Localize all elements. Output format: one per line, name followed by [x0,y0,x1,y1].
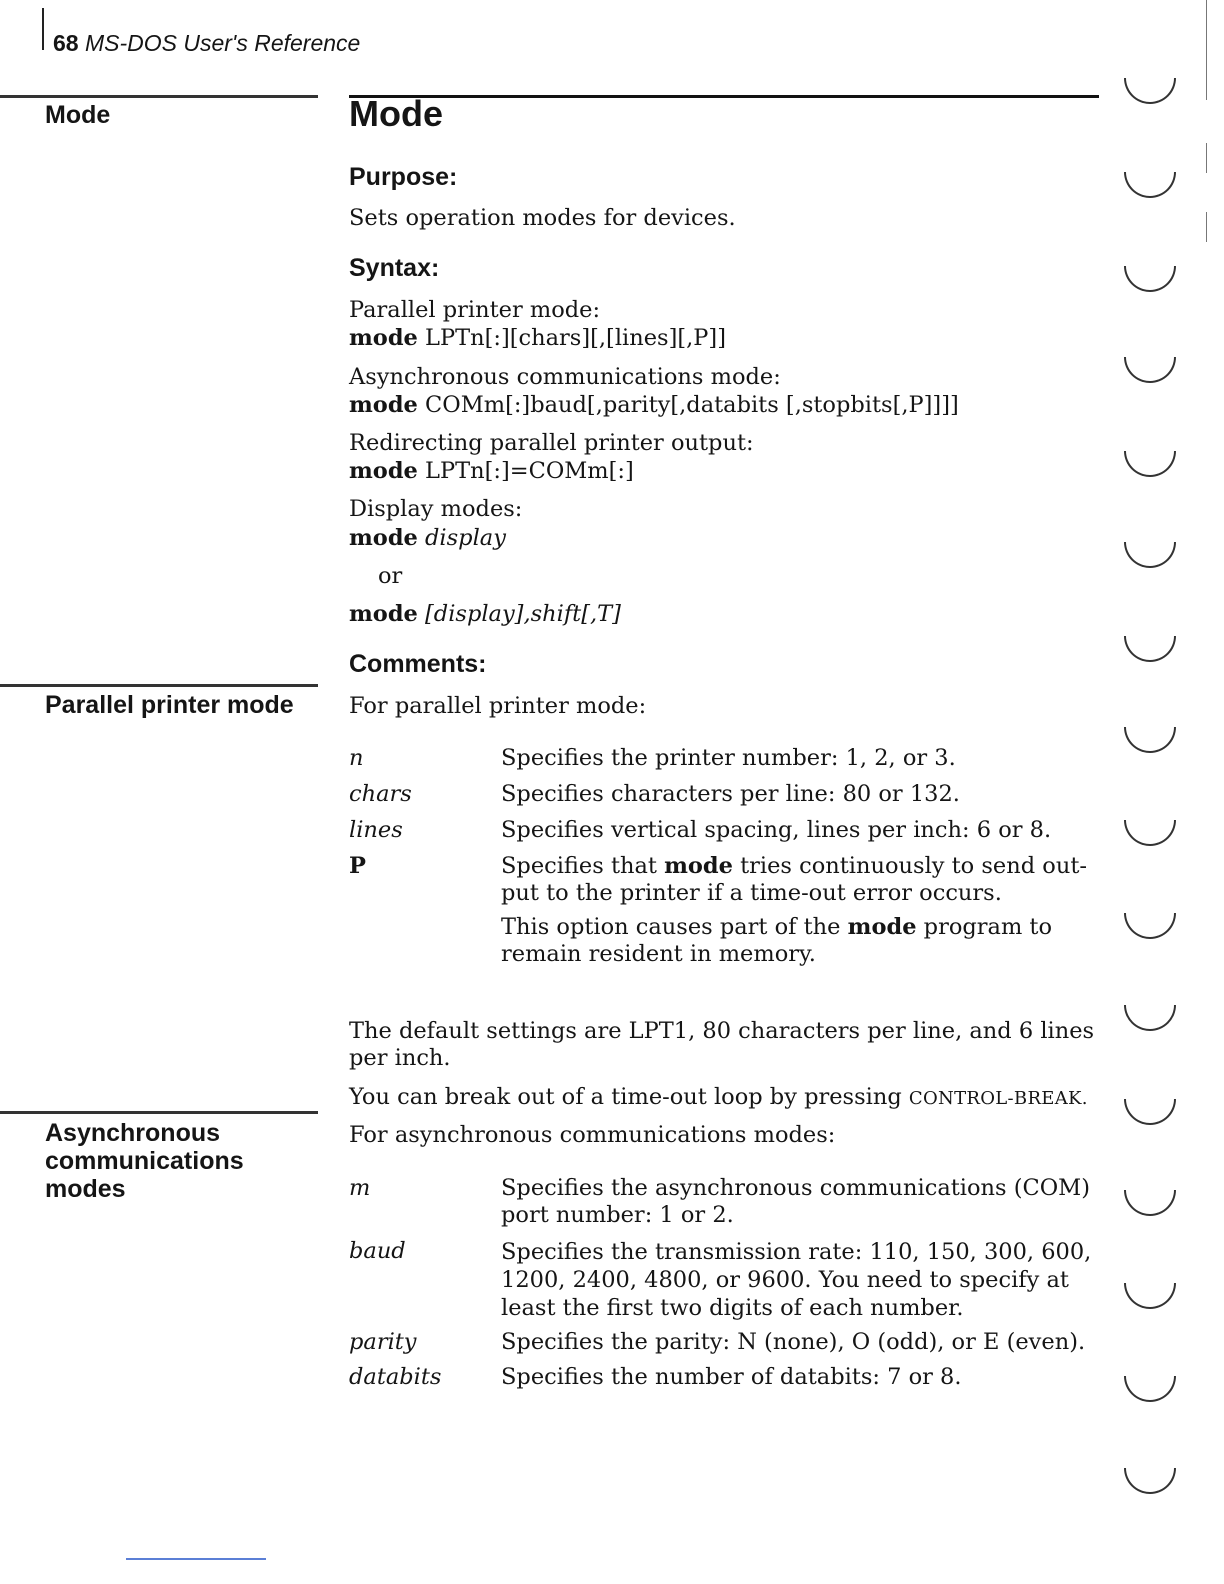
side-label-async-line: communications [45,1147,244,1175]
side-label-async [45,1119,244,1203]
command-args: LPTn[:][chars][,[lines][,P]] [425,325,726,351]
side-rule-async [0,1111,318,1114]
side-label-async-line: Asynchronous [45,1119,221,1147]
book-title: MS-DOS User's Reference [84,30,361,56]
page-edge-line [1206,143,1207,173]
binder-hole-icon [1124,78,1176,104]
syntax-display-command [349,525,506,552]
param-term: parity [349,1329,417,1355]
binder-hole-icon [1124,1468,1176,1494]
param-term: databits [349,1364,442,1390]
param-description-line: port number: 1 or 2. [501,1202,734,1228]
break-text-body: You can break out of a time-out loop by pressing [349,1084,902,1110]
syntax-redirect-label: Redirecting parallel printer output: [349,430,754,456]
param-term: chars [349,781,412,807]
binder-hole-icon [1124,636,1176,662]
async-intro: For asynchronous communications modes: [349,1122,836,1148]
param-description-line: Specifies the transmission rate: 110, 150, 300, 600, [501,1239,1092,1265]
syntax-display-command-2 [349,601,621,628]
param-term: P [349,853,366,879]
syntax-parallel-label: Parallel printer mode: [349,297,601,323]
param-description-line: This option causes part of the mode program to [501,914,1053,940]
param-term: n [349,745,364,771]
syntax-async-label: Asynchronous communications mode: [349,364,781,390]
binder-hole-icon [1124,172,1176,198]
param-description-line: put to the printer if a time-out error occurs. [501,880,1002,906]
param-description-line: Specifies that mode tries continuously to send out- [501,853,1087,879]
inline-command-keyword: mode [664,853,733,879]
binder-hole-icon [1124,1283,1176,1309]
binder-hole-icon [1124,1099,1176,1125]
side-rule-mode [0,95,318,98]
syntax-heading: Syntax: [349,254,440,282]
command-keyword: mode [349,525,418,551]
command-keyword: mode [349,325,418,351]
param-description [501,1175,1101,1229]
param-description [501,853,1101,907]
title-rule [349,95,1099,98]
binder-hole-icon [1124,1005,1176,1031]
footer-mark [126,1558,266,1560]
param-description-line: least the first two digits of each number. [501,1295,964,1321]
param-description [501,1329,1101,1356]
side-label-mode: Mode [45,101,111,129]
page-header [42,8,361,56]
defaults-line: per inch. [349,1045,451,1071]
comments-heading: Comments: [349,650,487,678]
binder-hole-icon [1124,357,1176,383]
command-keyword: mode [349,458,418,484]
param-description [501,1238,1101,1322]
param-term: m [349,1175,371,1201]
break-key: CONTROL-BREAK. [908,1088,1088,1109]
side-rule-parallel [0,684,318,687]
command-args: display [425,525,506,551]
binder-hole-icon [1124,727,1176,753]
command-args: [display],shift[,T] [425,601,621,627]
break-text [349,1084,1088,1112]
page-edge-line [1206,212,1207,242]
command-args: COMm[:]baud[,parity[,databits [,stopbits[,P]]]] [425,392,959,418]
param-description [501,781,1101,808]
param-description-line: Specifies characters per line: 80 or 132. [501,781,960,807]
param-description [501,1364,1101,1391]
param-description-line: Specifies the asynchronous communications (COM) [501,1175,1090,1201]
param-description [501,914,1101,968]
inline-command-keyword: mode [847,914,917,940]
page-edge-line [1206,0,1207,100]
binder-hole-icon [1124,542,1176,568]
param-description-line: Specifies the printer number: 1, 2, or 3. [501,745,956,771]
param-term: lines [349,817,403,843]
purpose-text: Sets operation modes for devices. [349,205,736,231]
syntax-or: or [378,563,403,589]
binder-hole-icon [1124,820,1176,846]
command-keyword: mode [349,601,418,627]
binder-hole-icon [1124,913,1176,939]
syntax-async-command [349,392,959,419]
param-description-line: Specifies the parity: N (none), O (odd), or E (even). [501,1329,1086,1355]
command-args: LPTn[:]=COMm[:] [425,458,634,484]
page-title: Mode [349,93,443,134]
command-keyword: mode [349,392,418,418]
param-description-line: Specifies vertical spacing, lines per inch: 6 or 8. [501,817,1052,843]
syntax-display-label: Display modes: [349,496,523,522]
syntax-redirect-command [349,458,634,485]
param-description-line: 1200, 2400, 4800, or 9600. You need to specify at [501,1267,1069,1293]
defaults-line: The default settings are LPT1, 80 characters per line, and 6 lines [349,1018,1095,1044]
binder-hole-icon [1124,266,1176,292]
param-term: baud [349,1238,406,1264]
defaults-text [349,1018,1094,1072]
syntax-parallel-command [349,325,726,352]
binder-hole-icon [1124,1376,1176,1402]
binder-hole-icon [1124,451,1176,477]
page-number: 68 [53,30,79,56]
purpose-heading: Purpose: [349,163,458,191]
param-description [501,817,1101,844]
param-description-line: remain resident in memory. [501,941,816,967]
param-description-line: Specifies the number of databits: 7 or 8. [501,1364,962,1390]
parallel-intro: For parallel printer mode: [349,693,647,719]
side-label-parallel: Parallel printer mode [45,691,294,719]
binder-hole-icon [1124,1190,1176,1216]
side-label-async-line: modes [45,1175,126,1203]
param-description [501,745,1101,772]
